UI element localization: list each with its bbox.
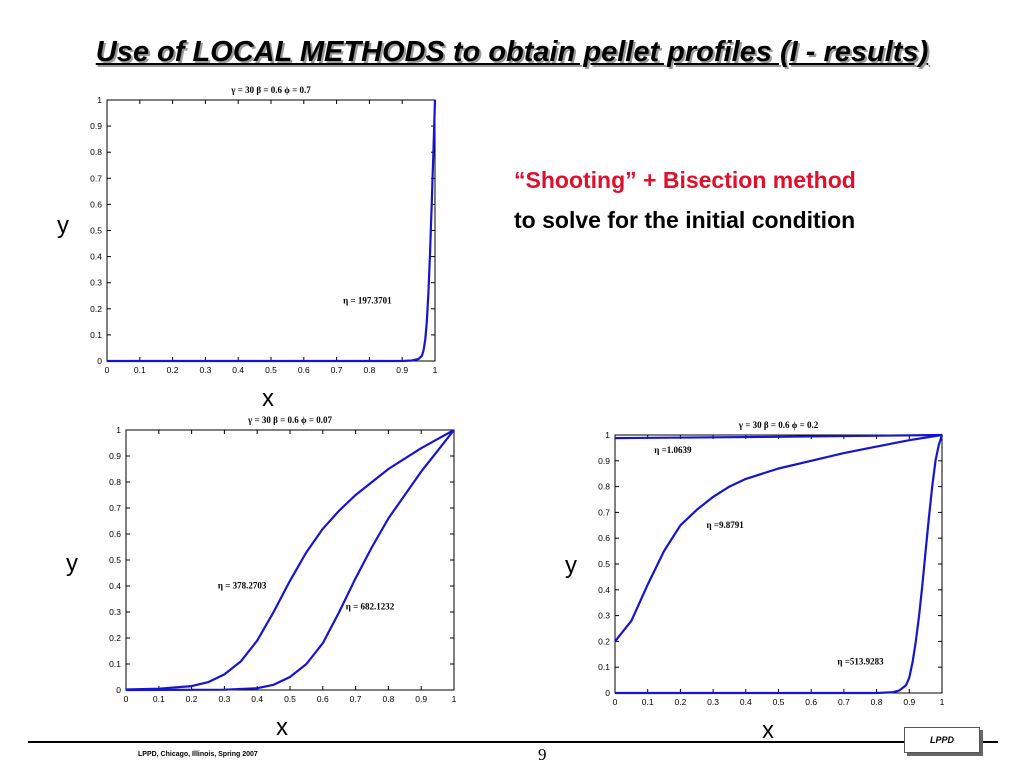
x-tick-label: 1 (939, 697, 945, 707)
x-tick-label: 0.8 (870, 697, 883, 707)
chart-bottom-left-y-label: y (66, 550, 78, 577)
series-line-1 (126, 430, 454, 690)
x-tick-label: 0.9 (396, 365, 409, 375)
y-tick-label: 0.7 (109, 503, 121, 513)
x-tick-label: 0.5 (772, 697, 785, 707)
x-tick-label: 0.6 (297, 365, 310, 375)
x-tick-label: 0.9 (903, 697, 916, 707)
y-tick-label: 0.1 (90, 329, 102, 340)
x-tick-label: 0.6 (805, 697, 818, 707)
x-tick-label: 0 (612, 697, 618, 707)
method-description-line1: “Shooting” + Bisection method (514, 167, 856, 193)
series-annotation-3: η =513.9283 (837, 656, 884, 667)
y-tick-label: 0.8 (598, 481, 610, 492)
y-tick-label: 0 (97, 356, 102, 366)
y-tick-label: 0.5 (598, 559, 610, 569)
y-tick-label: 1 (605, 430, 610, 440)
x-tick-label: 0.5 (284, 694, 296, 704)
footer-divider (28, 741, 998, 743)
series-annotation-2: η =9.8791 (706, 519, 744, 530)
y-tick-label: 0 (605, 688, 610, 698)
chart-top-y-label: y (57, 212, 69, 239)
x-tick-label: 0.3 (218, 694, 231, 704)
y-tick-label: 0.2 (109, 633, 121, 643)
y-tick-label: 0.5 (109, 555, 121, 565)
x-tick-label: 0 (104, 365, 110, 375)
y-tick-label: 0.8 (90, 147, 102, 158)
y-tick-label: 0.1 (598, 662, 610, 673)
series-line-2 (615, 435, 942, 641)
plot-frame (107, 100, 435, 361)
x-tick-label: 0.2 (166, 365, 179, 375)
x-tick-label: 0.2 (185, 694, 198, 704)
y-tick-label: 0.4 (90, 251, 102, 262)
series-line-1 (107, 100, 435, 361)
x-tick-label: 0.8 (363, 365, 376, 375)
chart-bottom-right-y-label: y (565, 552, 577, 579)
chart-title: γ = 30 β = 0.6 ϕ = 0.07 (248, 415, 332, 425)
chart-title: γ = 30 β = 0.6 ϕ = 0.7 (231, 85, 311, 95)
chart-top-svg (60, 80, 480, 380)
series-annotation-1: η = 378.2703 (217, 580, 267, 591)
y-tick-label: 0.6 (90, 199, 102, 210)
y-tick-label: 0.6 (598, 533, 610, 544)
y-tick-label: 0.6 (109, 529, 121, 539)
series-annotation-1: η =1.0639 (654, 445, 692, 456)
plot-frame (126, 430, 454, 690)
slide-title: Use of LOCAL METHODS to obtain pellet profiles (I - results) (95, 36, 929, 68)
x-tick-label: 0.5 (265, 365, 277, 375)
y-tick-label: 0.3 (90, 277, 102, 288)
x-tick-label: 0.9 (415, 694, 428, 704)
chart-bottom-left-svg (80, 410, 500, 710)
x-tick-label: 0 (123, 694, 129, 704)
series-annotation-2: η = 682.1232 (345, 601, 395, 612)
chart-bottom-right-x-label: x (762, 717, 774, 744)
x-tick-label: 0.4 (739, 697, 752, 707)
y-tick-label: 0.9 (109, 451, 121, 461)
chart-bottom-right-svg (570, 413, 990, 713)
chart-bottom-left (80, 410, 500, 710)
y-tick-label: 0.1 (109, 659, 121, 669)
x-tick-label: 0.4 (251, 694, 264, 704)
x-tick-label: 0.2 (674, 697, 687, 707)
y-tick-label: 0.3 (109, 607, 121, 617)
chart-top-x-label: x (262, 385, 274, 412)
x-tick-label: 0.7 (837, 697, 850, 707)
page-number: 9 (538, 745, 547, 764)
y-tick-label: 0.7 (598, 507, 610, 518)
chart-top (60, 80, 480, 380)
x-tick-label: 0.3 (199, 365, 212, 375)
x-tick-label: 1 (432, 365, 438, 375)
x-tick-label: 0.1 (133, 365, 146, 375)
y-tick-label: 0.2 (598, 636, 610, 647)
y-tick-label: 0.7 (90, 173, 102, 184)
x-tick-label: 0.7 (330, 365, 343, 375)
y-tick-label: 0.8 (109, 477, 121, 487)
x-tick-label: 0.1 (152, 694, 165, 704)
x-tick-label: 0.7 (349, 694, 362, 704)
x-tick-label: 1 (451, 694, 457, 704)
y-tick-label: 0.4 (598, 584, 610, 595)
x-tick-label: 0.3 (707, 697, 720, 707)
series-line-2 (126, 430, 454, 690)
y-tick-label: 0.4 (109, 581, 121, 591)
y-tick-label: 0.2 (90, 303, 102, 314)
y-tick-label: 0.5 (90, 225, 102, 236)
lppd-logo: LPPD (904, 727, 980, 753)
x-tick-label: 0.6 (316, 694, 329, 704)
footer-text: LPPD, Chicago, Illinois, Spring 2007 (138, 751, 258, 758)
series-line-3 (615, 435, 942, 693)
x-tick-label: 0.8 (382, 694, 395, 704)
y-tick-label: 0.9 (598, 455, 610, 466)
series-annotation-1: η = 197.3701 (343, 295, 392, 306)
x-tick-label: 0.4 (232, 365, 245, 375)
plot-frame (615, 435, 942, 693)
y-tick-label: 1 (97, 95, 102, 105)
x-tick-label: 0.1 (641, 697, 654, 707)
chart-title: γ = 30 β = 0.6 ϕ = 0.2 (738, 420, 819, 430)
chart-bottom-right (570, 413, 990, 713)
method-description-line2: to solve for the initial condition (514, 207, 856, 233)
chart-bottom-left-x-label: x (276, 714, 288, 741)
y-tick-label: 0 (116, 685, 121, 695)
y-tick-label: 1 (116, 425, 121, 435)
y-tick-label: 0.3 (598, 610, 610, 621)
y-tick-label: 0.9 (90, 121, 102, 132)
